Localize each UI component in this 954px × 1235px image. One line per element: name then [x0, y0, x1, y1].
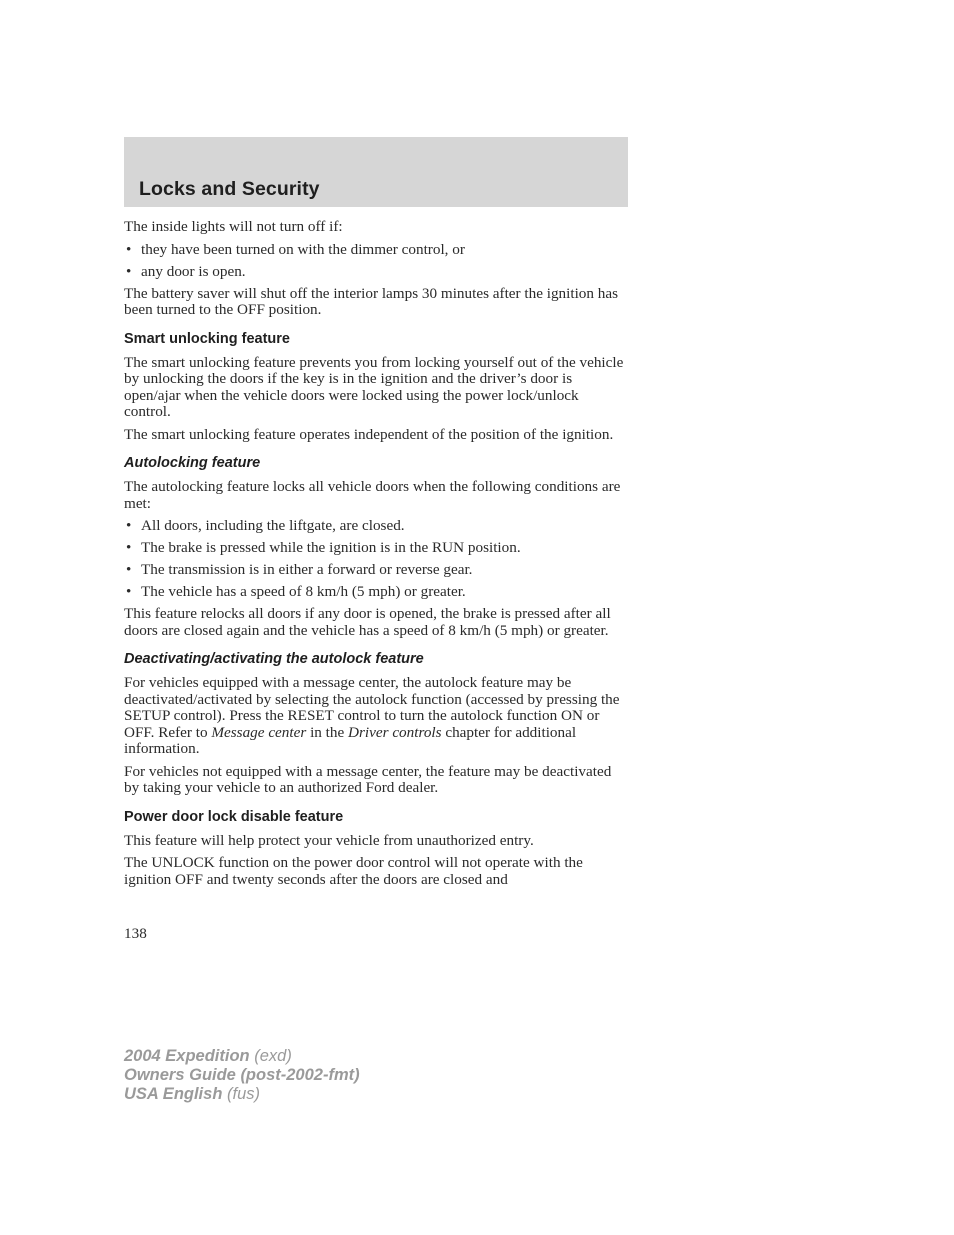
cross-reference: Driver controls — [348, 723, 442, 741]
smart-unlocking-paragraph-2: The smart unlocking feature operates independent of the position of the ignition. — [124, 425, 614, 443]
footer-language: USA English — [124, 1085, 223, 1103]
list-item: • The brake is pressed while the ignition is in the RUN position. — [124, 540, 624, 557]
power-door-paragraph: This feature will help protect your vehicle from unauthorized entry. — [124, 831, 534, 849]
page-number: 138 — [124, 925, 147, 942]
deactivating-heading: Deactivating/activating the autolock feature — [124, 651, 424, 667]
list-item: • they have been turned on with the dimmer control, or — [124, 242, 624, 259]
autolocking-paragraph: The autolocking feature locks all vehicle doors when the following conditions are met: — [124, 478, 621, 512]
section-header-band — [124, 137, 628, 207]
power-door-heading: Power door lock disable feature — [124, 808, 344, 825]
footer-line — [124, 1047, 360, 1066]
list-item: • The transmission is in either a forward or reverse gear. — [124, 562, 624, 579]
footer-line — [124, 1066, 360, 1085]
smart-unlocking-paragraph: The smart unlocking feature prevents you from locking yourself out of the vehicle by unlocking the doors if the key is in the ignition and the driver’s door is open/ajar when the vehicle doors were locked using the power lock/unlock control. — [124, 353, 624, 420]
footer-model: 2004 Expedition — [124, 1047, 250, 1065]
section-title: Locks and Security — [139, 178, 320, 200]
text-run: chapter for additional information. — [124, 723, 577, 757]
text-run: For vehicles equipped with a message center, the autolock feature may be deactivated/activated by selecting the autolock function (accessed by pressing the SETUP control). Press the RESET control to turn the autolock function ON or OFF. Refer to — [124, 674, 620, 741]
smart-unlocking-heading: Smart unlocking feature — [124, 330, 290, 347]
footer-model-code: (exd) — [249, 1047, 292, 1065]
battery-saver-paragraph: The battery saver will shut off the interior lamps 30 minutes after the ignition has been turned to the OFF position. — [124, 284, 619, 318]
power-door-paragraph-2: The UNLOCK function on the power door control will not operate with the ignition OFF and twenty seconds after the doors are closed and — [124, 854, 583, 888]
autolocking-bullet-list — [124, 518, 624, 601]
autolocking-relock-paragraph: This feature relocks all doors if any door is opened, the brake is pressed after all doors are closed again and the vehicle has a speed of 8 km/h (5 mph) or greater. — [124, 605, 611, 639]
cross-reference: Message center — [211, 723, 307, 741]
deactivating-paragraph — [124, 675, 624, 758]
intro-paragraph: The inside lights will not turn off if: — [124, 218, 343, 235]
list-item: • The vehicle has a speed of 8 km/h (5 mph) or greater. — [124, 584, 624, 601]
footer-language-code: (fus) — [222, 1085, 260, 1103]
document-footer — [124, 1047, 360, 1104]
list-item: • All doors, including the liftgate, are closed. — [124, 518, 624, 535]
autolocking-heading: Autolocking feature — [124, 455, 261, 471]
list-item: • any door is open. — [124, 264, 624, 281]
footer-guide: Owners Guide (post-2002-fmt) — [124, 1066, 360, 1084]
page-content — [124, 219, 624, 894]
footer-line — [124, 1085, 360, 1104]
text-run: in the — [306, 723, 349, 741]
intro-bullet-list — [124, 242, 624, 281]
deactivating-paragraph-2: For vehicles not equipped with a message center, the feature may be deactivated by taking your vehicle to an authorized Ford dealer. — [124, 762, 612, 796]
